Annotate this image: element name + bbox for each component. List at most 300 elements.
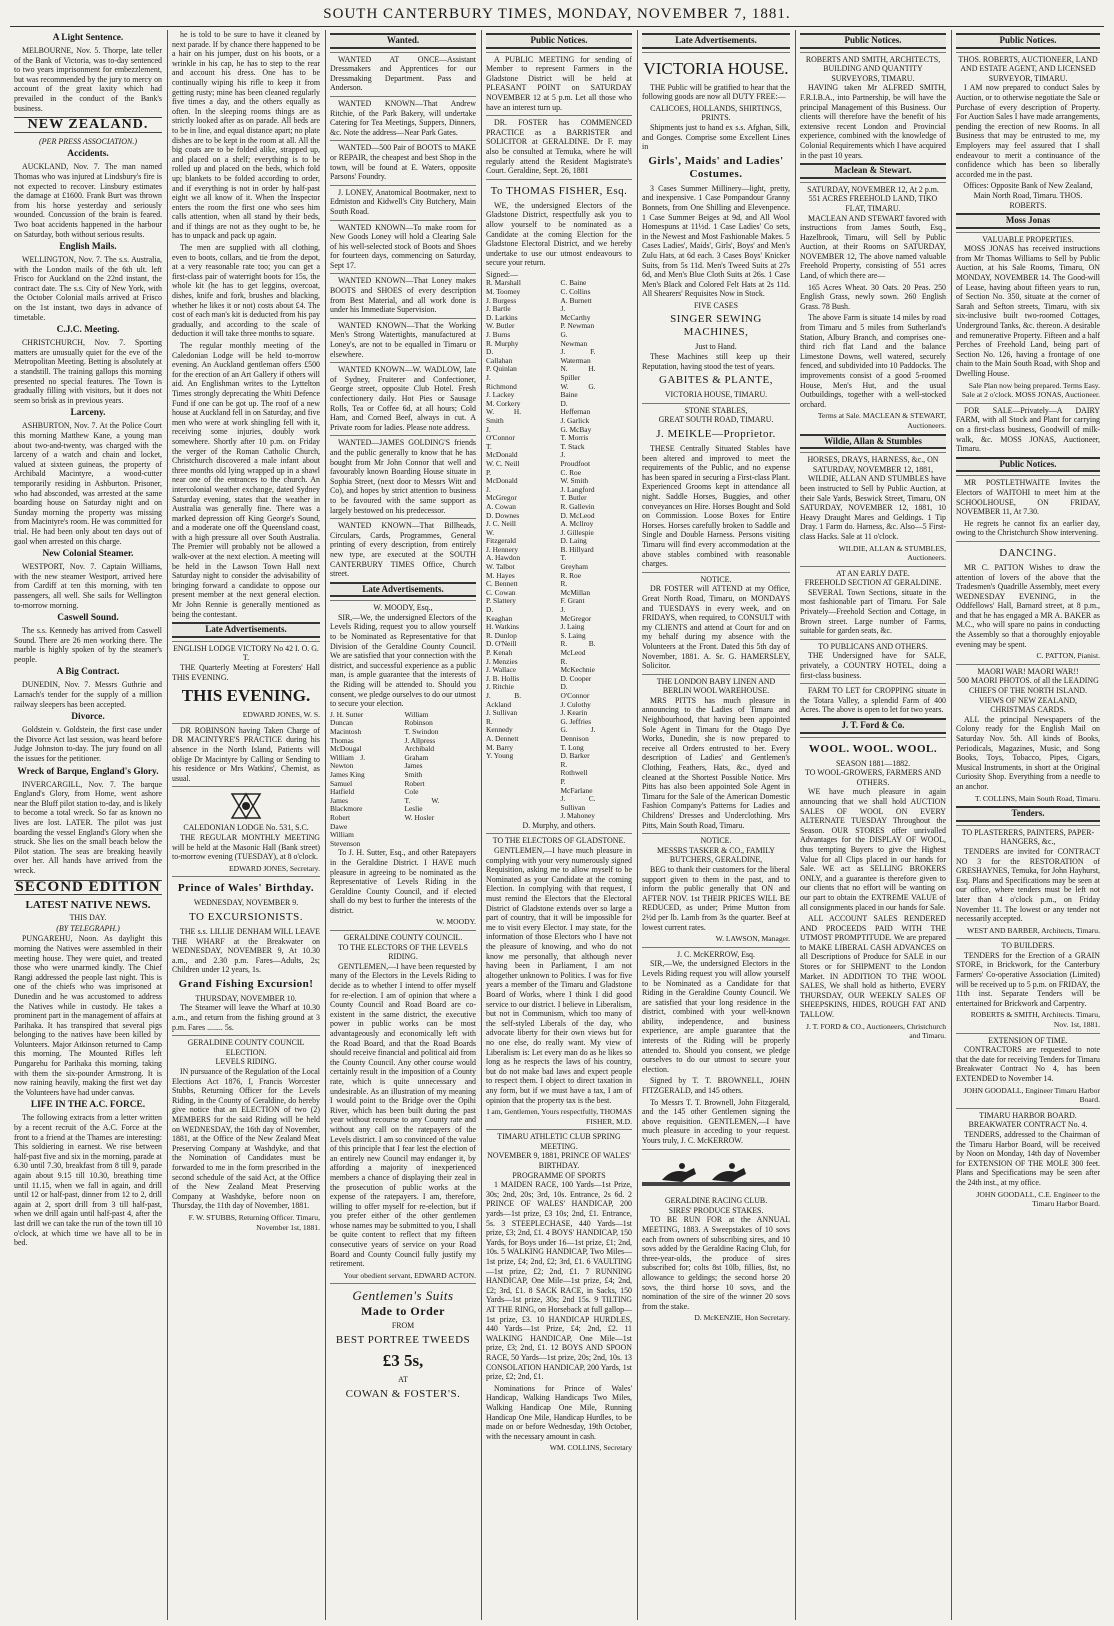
ad-athletic-club [486, 1129, 632, 1453]
article-accidents: AUCKLAND, Nov. 7. The man named Thomas who was injured at Lindsbury's fire is not expected to recover. Linsbury estimates the damage at £1600. Frank Burt was thrown from his horse yesterday and seriously wounded. Concussion of the brain is feared. Two boat accidents happened in the harbour on Saturday, both without serious results. [14, 162, 162, 239]
signatory: T. Long [560, 742, 584, 752]
signatory: J. Mahoney [560, 811, 595, 821]
ad-dancing [956, 541, 1100, 661]
publicans-text: THE Undersigned have for SALE, privately, a COUNTRY HOTEL, doing a first-class business. [800, 651, 946, 680]
collins-text: ALL the principal Newspapers of the Colony ready for the English Mail on Saturday Nov. 5th. All kinds of Books, Periodicals, Magazines, Music, and Song Books, Toys, Tobacco, Pipes, Cigars, Musical Instruments, in short at the Original Curiosity Shop. Everything from a needle to an anchor. [956, 714, 1100, 791]
gabites-plante: GABITES & PLANTE, [659, 374, 773, 387]
signatory: G. J. Dennison [560, 725, 596, 743]
tasker-title: MESSRS TASKER & CO., FAMILY BUTCHERS, GERALDINE, [657, 845, 775, 865]
signatory: D. Keaghan [486, 605, 513, 623]
section-new-zealand: NEW ZEALAND. [14, 117, 162, 133]
signatory: W. G. Baine [560, 381, 596, 400]
signatory: William J. Newton [330, 752, 366, 771]
lodge-text: THE Quarterly Meeting at Foresters' Hall THIS EVENING. [172, 663, 320, 682]
signatory: W. Fitzgerald [486, 527, 516, 546]
signatory: A. Cowan [486, 501, 516, 511]
excursionists: TO EXCURSIONISTS. [188, 910, 304, 923]
article-english-mails: WELLINGTON, Nov. 7. The s.s. Australia, with the London mails of the 6th ult. left Frisco for Auckland on the 22nd instant, the contract date. The s.s. City of New York, with the October Colonial mails arrived at Frisco on the 1st instant, two days in advance of timetable. [14, 255, 162, 322]
ad-wildie-allan [800, 452, 946, 563]
programme-title: PROGRAMME OF SPORTS [512, 1170, 606, 1180]
signatory: J. Allpress [404, 735, 436, 745]
signatories-tail: D. Murphy, and others. [522, 820, 596, 830]
duty-free-goods: CALICOES, HOLLANDS, SHIRTINGS, PRINTS. [650, 103, 782, 123]
signatory: W. Butler [486, 321, 515, 331]
builders-text: TENDERS for the Erection of a GRAIN STORE, in Brickwork, for the Canterbury Farmers' Co-operative Association (Limited) will be received up to 5 p.m. on FRIDAY, the 11th inst. Separate Tenders will be entertained for Brickwork and Carpentry. [956, 950, 1100, 1008]
headline-steamer: New Colonial Steamer. [42, 549, 134, 560]
signatory: J. Culothy [560, 699, 591, 709]
gcc-signature: F. W. STUBBS, Returning Officer. Timaru, November 1st, 1881. [188, 1212, 320, 1232]
mckerrow-reply: To Messrs T. T. Brownell, John Fitzgerald, and the 145 other Gentlemen signing the above requisition. GENTLEMEN,—I have much pleasure in acceding to your request. Yours truly, J. C. McKERROW. [642, 1097, 790, 1145]
from-label: FROM [391, 1321, 415, 1331]
jonas-signature: Sale Plan now being prepared. Terms Easy. Sale at 2 o'clock. MOSS JONAS, Auctioneer. [961, 380, 1100, 400]
maclean-date: SATURDAY, NOVEMBER 12, At 2 p.m. [807, 184, 939, 194]
signatory: D. Cooper [560, 673, 592, 683]
builders-title: TO BUILDERS. [1001, 941, 1055, 951]
signatory: M. Hayes [486, 570, 515, 580]
signatory: N. H. Spiller [560, 364, 596, 382]
signatory: J. Burns [486, 330, 511, 340]
electors-gladstone: TO THE ELECTORS OF GLADSTONE. [492, 836, 626, 846]
headline-wreck: Wreck of Barque, England's Glory. [17, 766, 159, 777]
extension-title: EXTENSION OF TIME. [988, 1035, 1068, 1045]
signatory: J. McGregor [486, 484, 517, 503]
made-to-order: Made to Order [361, 1304, 445, 1319]
signatory: D. Heffernan [560, 398, 591, 417]
signatory: J. Gillespie [560, 527, 594, 537]
signatory: R. B. McLeod [560, 639, 596, 657]
signatory: P. McFarlane [560, 776, 593, 795]
signatory: Robert Dawe [330, 812, 351, 831]
banner-public-notices: Public Notices. [956, 33, 1100, 49]
victoria-house-text: THE Public will be gratified to hear that the following goods are now all DUTY FREE:— [642, 82, 790, 102]
ad-english-lodge [172, 641, 320, 720]
this-day: THIS DAY. [69, 913, 107, 923]
banner-maclean: Maclean & Stewart. [800, 163, 946, 179]
signatory: R. McMillan [560, 579, 591, 597]
signatory: G. Newman [560, 330, 588, 348]
birthday-date: WEDNESDAY, NOVEMBER 9. [193, 898, 299, 908]
article-native-news: PUNGAREHU, Noon. As daylight this morning the Natives were assembled in their meeting house. They were quiet, and treated those who were unarmed kindly. The Chief Rangi addressed the people last night. This is one of the chiefs who was imprisoned at Dunedin and he was accustomed to address the Natives while in custody. He takes a prominent part in the management of affairs at Parihaka. It has transpired that several pigs belonging to the natives have been killed by Volunteers. Major Atkinson returned to Camp this morning. The Mounted Rifles left Pungarehu for Parihaka this morning, taking with them the six-pounder Armstrong. It is now raining heavily, making the first wet day the Volunteers have had under canvas. [14, 934, 162, 1097]
banner-late-ads: Late Advertisements. [330, 582, 476, 598]
signatory: P. McDonald [486, 467, 518, 486]
acton-signature: Your obedient servant, EDWARD ACTON. [343, 1270, 476, 1280]
by-telegraph: (BY TELEGRAPH.) [56, 923, 120, 933]
singer-title: SINGER SEWING MACHINES, [670, 313, 762, 339]
signatory: M. Toomey [486, 287, 521, 297]
article-ac-force-cont: he is told to be sure to have it cleaned by next parade. If by chance there happened to be a hair on his jumper, dust on his boots, or a wrinkle in his cap, he has to step to the rear and account his dress. One has to be continually wiping his rifle to keep it from getting rusty; mine has been cleaned regularly five times a day, and the others equally as often. In the sleeping rooms things are as strictly looked after as on parade. All beds are to be in line, and equal distance apart; no plate dishes are to be kept in the room at all. All the big coats are to be folded alike, strapped up, and placed on a shelf; everything is to be rolled up and placed on the beds, which fold up; blankets to be folded according to order, and if everything is not in order by half-past eight we all know of it. When the Inspector enters the room the first one who sees him calls attention, when all stand by their beds, and if things are not as they ought to be, he has to unpack and pack up again. [172, 30, 320, 241]
fishing-text: The Steamer will leave the Wharf at 10.30 a.m., and return from the fishing ground at 3 p.m. Fares ........ 5s. [172, 1003, 320, 1032]
article-ac-force: The following extracts from a letter written by a recent recruit of the A.C. Force at the front to a friend at the Thames are interesting: This soldiering in earnest. We rise between half-past five and six in the morning, parade at 6.30 until 7.30, breakfast from 8 till 9, parade again about 9.15 till 10.30, breathing time until 11.15, when we fall in again, and drill until 12 or half-past, dinner from 12 to 2, drill again at 2, sport drill from 3 till half-past, when we drill again until half-past 4, after the last drill we can take the run of the town till 10 o'clock, at which time we have all to be in bed. [14, 1113, 162, 1248]
signatory: R. McKechnie [560, 656, 595, 675]
signatory: G. Jeffries [560, 716, 592, 726]
fisher-heading: To THOMAS FISHER, Esq. [490, 184, 628, 197]
headline-divorce: Divorce. [71, 712, 105, 723]
signatory: William Stevenson [330, 830, 361, 848]
ad-extension [956, 1033, 1100, 1105]
signatory: D. O'Connor [560, 682, 590, 700]
ad-excursion [172, 876, 320, 1032]
wanted-ad: WANTED KNOWN—That Billheads, Circulars, Cards, Programmes, General printing of every description, from entirely new type, are executed at the SOUTH CANTERBURY TIMES Office, Church street. [330, 518, 476, 579]
press-association: (PER PRESS ASSOCIATION.) [39, 136, 137, 146]
signatory: J. McGregor [560, 605, 592, 623]
early-date: AT AN EARLY DATE. [836, 568, 910, 578]
tasker-signature: W. LAWSON, Manager. [715, 934, 790, 944]
ad-acton [330, 930, 476, 1280]
suits-title: Gentlemen's Suits [352, 1288, 454, 1304]
lillie-denham-text: THE s.s. LILLIE DENHAM WILL LEAVE THE WHARF at the Breakwater on WEDNESDAY, NOVEMBER 9, At 10.30 a.m., and 2.30 p.m. Fares—Adults, 2s; Children under 12 years, 1s. [172, 926, 320, 975]
signatory: R. Rothwell [560, 759, 588, 778]
ad-cowan-foster [330, 1283, 476, 1400]
article-ac-force-kit: The men are supplied with all clothing, even to boots, collars, and tie from the depot, at a very reasonable rate too; you can get a first-class pair of waterright boots for 15s, the whole kit (he has to get leggins, overcoat, dishes, knife and fork, brushes and blacking, whether he likes it or not) costs about £4. The cost of each man's kit is deducted from his pay gradually, and according to the scale of deduction it will take three months to square. [172, 243, 320, 339]
public-meeting: A PUBLIC MEETING for sending of Member to represent Farmers in the Gladstone District will be held at PLEASANT POINT on SATURDAY NOVEMBER 12 at 5 p.m. Let all those who have an interest turn up. [486, 52, 632, 113]
headline-contract: A Big Contract. [56, 667, 120, 678]
article-larceny: ASHBURTON, Nov. 7. At the Police Court this morning Matthew Kane, a young man about two-and-twenty, was charged with the larceny of a watch and chain and locket, valued at sixteen guineas, the property of Archibald Macintyre, a wood-cutter temporarily residing in Ashburton. Prisoner, who had absconded, was arrested at the same boarding house on Saturday night and on Sunday morning the property was missing from Macintyre's room. He was committed for trial. He had been only about ten days out of gaol when arrested on this charge. [14, 421, 162, 546]
signatory: William Robinson [404, 709, 433, 728]
signatory: P. Slattery [486, 596, 516, 606]
ad-mckerrow [642, 947, 790, 1146]
dancing-title: DANCING. [999, 546, 1057, 559]
gabites-address: VICTORIA HOUSE, TIMARU. [664, 390, 768, 400]
signatory: J. H. Sutter [330, 709, 364, 719]
signatory: J. Hennery [486, 544, 519, 554]
signatory: J. McCarthy [560, 304, 591, 322]
signatory: J. Laing [560, 622, 585, 632]
plasterers-signature: WEST AND BARBER, Architects, Timaru. [967, 925, 1100, 935]
article-cjc-meeting: CHRISTCHURCH, Nov. 7. Sporting matters are unusually quiet for the eve of the Metropolitan Meeting. Betting is absolutely at a standstill. The training gallops this morning presented no special features. The Town is gradually filling with visitors, but it does not seem so brisk as in previous years. [14, 338, 162, 405]
robinson-text: DR ROBINSON having Taken Charge of DR MACINTYRE'S PRACTICE during his absence in the North Island, Patients will oblige Dr Macintyre by Calling or Sending to his residence or Mrs Watkins', Chemist, as usual. [172, 725, 320, 783]
ad-caledonian [172, 786, 320, 873]
moody-text: SIR,—We, the undersigned Electors of the Levels Riding, request you to allow yourself to be Nominated as Representative for that Division of the Geraldine County Council. We are satisfied that your connection with the district, and successful experience as a public man, is ample guarantee that the interests of the Riding will be attended to. Should you consent, we pledge ourselves to do our utmost to secure your election. [330, 612, 476, 709]
signatory: Thomas McDougal [330, 735, 362, 754]
signed-label: Signed:— [486, 269, 519, 279]
masonic-emblem-icon [216, 791, 276, 821]
singer-text: These Machines still keep up their Reputation, having stood the test of years. [642, 352, 790, 371]
signatory: C. Cowan [486, 587, 516, 597]
signatory: Samuel Hatfield [330, 778, 355, 797]
article-contract: DUNEDIN, Nov. 7. Messrs Guthrie and Larnach's tender for the supply of a million railway sleepers has been accepted. [14, 680, 162, 709]
goods-list: 3 Cases Summer Millinery—light, pretty, and inexpensive. 1 Case Pompandour Granny Bonnets, from One Shilling and Elevenpence. 1 Case Summer Beiges at 9d, and All Wool Homespuns at 11½d. 1 Case Ladies' Co sets, in the Newest and Most Fashionable Makes. 5 Cases Ladies', Maids', Girls', Boys' and Men's Zulu Hats, at 6d each. 3 Cases Boys' Knicker Suits, from 5s 11d. Men's Tweed Suits at 27s 6d, and Men's Blue Cloth Suits at 26s. 1 Case Men's Black and Colored Felt Hats at 2s 11d. All Shearers' Requisites Now in Stock. [642, 183, 790, 299]
ad-postlethwaite [956, 475, 1100, 538]
ad-maclean-stewart [800, 182, 946, 431]
signatory: R. Dunlop [486, 630, 517, 640]
publicans-title: TO PUBLICANS AND OTHERS. [818, 641, 928, 651]
article-caswell: The s.s. Kennedy has arrived from Caswell Sound. There are 26 men working there. The marble is highly spoken of by the steamer's people. [14, 626, 162, 664]
signatory: G. McBay [560, 424, 592, 434]
ad-fisher-reply [486, 833, 632, 1126]
article-wreck: INVERCARGILL, Nov. 7. The barque England's Glory, from Home, went ashore near the Bluff pilot station to-day, and is likely to become a total wreck. So far as known no lives are lost. LATER. The pilot was just boarding the vessel England's Glory when she struck. She lies on the small beach below the Pilot station. The seas are breaking heavily over her. All hands have arrived from the wreck. [14, 779, 162, 875]
ad-tasker [642, 833, 790, 944]
banner-ford: J. T. Ford & Co. [800, 718, 946, 734]
thos-roberts-text: I AM now prepared to conduct Sales by Auction, or to otherwise negotiate the Sale or Purchase of every description of Property. For Auction Sales I have made arrangements, pending the erection of new Rooms. In all Business that may be entrusted to me, my Employers may feel assured that I shall endeavour to merit a continuance of the confidence which has been so liberally accorded me in the past. [956, 83, 1100, 179]
suit-price: £3 5s, [382, 1351, 424, 1371]
maclean-title: 551 ACRES FREEHOLD LAND, TIKO FLAT, TIMARU. [808, 194, 938, 213]
fisher-reply: GENTLEMEN,—I have much pleasure in complying with your very numerously signed Requisition, asking me to allow myself to be Nominated as your Candidate at the coming Election. In complying with that request, I must remind the Electors that the Electoral District of Gladstone extends over so large a part of country, that it will be impossible for me to visit every Elector. I may state, for the information of those Electors who I have not the pleasure of knowing, and who do not know me personally, that although never having been in Parliament, I am not altogether unknown to Politics. I was for five years a member of the Timaru and Gladstone Board of Works, where I think I did good service to our district. I believe in Liberalism, but not in Communism, which too many of the self-styled Liberals of the day, who advocate liberty for their own views but for no one else, do really want. My view of Liberalism is: Let every man do as he likes so long as he respects the laws of his country, but do not make bad laws and expect people to respect them. I object to direct taxation in any form, but if we must have a tax, I am of opinion that the property tax is the best. [486, 846, 632, 1105]
masthead: SOUTH CANTERBURY TIMES, MONDAY, NOVEMBER 7, 1881. [323, 6, 791, 22]
signatory: F. Grant [560, 596, 585, 606]
signatory: M. Barry [486, 742, 514, 752]
banner-moss-jonas: Moss Jonas [956, 213, 1100, 229]
stone-stables: STONE STABLES, [684, 405, 748, 415]
column-1 [10, 30, 166, 1620]
acton-text: GENTLEMEN,—I have been requested by many of the Electors in the Levels Riding to decide as to whether I intend to offer myself for re-election. I am of opinion that where a County Council and Road Board are co-existent in the same district, the executive power in public works can be most advantageously and economically left with the Road Board, and that the Road Boards should receive financial and political aid from the County Council. Any other course would certainly result in the imposition of a County rate, which is quite unnecessary and undesirable. As an illustration of my meaning I would point to the Bridge over the Opihi River, which has been built during the past year without recourse to any County rate and without any call on the ratepayers of the Levels district. I am so convinced of the value of this principle that I fear lest the election of an entirely new Council may endanger it, by affording a majority of inexperienced members a chance of displaying their zeal in the prosecution of public works at the expense of the ratepayers. I am, therefore, willing to offer myself for re-election, but if you prefer either of the other gentlemen whose names may be submitted to you, I shall be quite content to reflect that my fifteen consecutive years of service on your Road Board and County Council fully justify my retirement. [330, 961, 476, 1269]
headline-native-news: LATEST NATIVE NEWS. [25, 899, 151, 912]
wanted-ad: WANTED—JAMES GOLDING'S friends and the public generally to know that he has bought from Mr John Connor that well and favourably known Boarding House situate in Sophia Street, (next door to Messrs Witt and Co), and hopes by strict attention to business to be favoured with the same support as largely bestowed on his predecessor. [330, 435, 476, 515]
column-3 [326, 30, 480, 1620]
fisher-signatories [486, 279, 632, 820]
thos-roberts-title: THOS. ROBERTS, AUCTIONEER, LAND AND ESTATE AGENT, AND LICENSED SURVEYOR, TIMARU. [958, 54, 1098, 83]
acreage-list: 165 Acres Wheat. 30 Oats. 20 Peas. 250 English Grass, newly sown. 260 English Grass. 78 Bush. [800, 282, 946, 311]
headline-larceny: Larceny. [70, 408, 106, 419]
plasterers-title: TO PLASTERERS, PAINTERS, PAPER-HANGERS, &c., [961, 827, 1095, 847]
banner-tenders: Tenders. [956, 806, 1100, 822]
signatory: J. B. Ackland [486, 690, 522, 709]
tasker-text: BEG to thank their customers for the liberal support given to them in the past, and to inform the public generally that ON and AFTER NOV. 1st THEIR PRICES WILL BE REDUCED, as under; Prime Mutton from 2½d per lb. Lamb from 3s the quarter. Beef at lowest current rates. [642, 864, 790, 932]
signatory: D. McLeod [560, 510, 595, 520]
maori-war: MAORI WAR! MAORI WAR!! [977, 666, 1079, 676]
athletic-signature: WM. COLLINS, Secretary [549, 1443, 632, 1453]
breakwater-title: BREAKWATER CONTRACT No. 4. [968, 1120, 1088, 1130]
newspaper-columns [10, 30, 1104, 1620]
birthday-title: Prince of Wales' Birthday. [177, 882, 315, 895]
maclean-terms: Terms at Sale. MACLEAN & STEWART, Auctioneers. [817, 411, 946, 430]
signatories-left [486, 279, 558, 820]
this-evening: THIS EVENING. [181, 686, 311, 706]
signatory: T. Swindon [404, 727, 439, 736]
signatory: J. Wallace [486, 665, 517, 675]
ad-gcc-election [172, 1035, 320, 1232]
article-steamer: WESTPORT, Nov. 7. Captain Williams, with the new steamer Westport, arrived here from Cardiff at ten this morning, with ten passengers, all well. She sails for Wellington to-morrow morning. [14, 562, 162, 610]
freehold-title: FREEHOLD SECTION AT GERALDINE. [804, 578, 942, 588]
banner-late-ads: Late Advertisements. [172, 622, 320, 638]
five-cases: FIVE CASES [693, 300, 739, 310]
wildie-signature: WILDIE, ALLAN & STUMBLES, Auctioneers. [838, 543, 946, 563]
wanted-ad: WANTED KNOWN—That the Working Men's Strong Watertights, manufactured at Loney's, are not to be equalled in Timaru or elsewhere. [330, 318, 476, 359]
athletic-note: Nominations for Prince of Wales' Handicap, Walking Handicaps Two Miles, Walking Handicap One Mile, Running Handicap One Mile, Handicap Hurdles, to be made on or before Wednesday, 19th October, with the necessary amount in cash. [486, 1383, 632, 1441]
signatory: B. Hillyard [560, 544, 594, 554]
extension-signature: JOHN GOODALL, Engineer Timaru Harbor Board. [963, 1085, 1100, 1105]
signatory: J. Burgess [486, 295, 517, 305]
roberts-title: ROBERTS AND SMITH, ARCHITECTS, BUILDING AND QUANTITY SURVEYORS, TIMARU. [805, 54, 941, 83]
ad-dairy-farm: FOR SALE—Privately—A DAIRY FARM, with all Stock and Plant for carrying on a first-class business, Goodwill of milk-walk, &c. MOSS JONAS, Auctioneer, Timaru. [956, 403, 1100, 454]
banner-public-notices: Public Notices. [956, 457, 1100, 473]
caledonian-title: CALEDONIAN LODGE No. 531, S.C. [183, 823, 309, 833]
athletic-date: NOVEMBER 9, 1881, PRINCE OF WALES' BIRTHDAY. [487, 1151, 631, 1171]
signatory: T. Greyham [560, 553, 588, 572]
signatory: D. Barker [560, 751, 590, 761]
moody-signatories [330, 711, 476, 849]
athletic-title: TIMARU ATHLETIC CLUB SPRING MEETING. [497, 1132, 621, 1151]
harbor-title: TIMARU HARBOR BOARD. [979, 1110, 1077, 1120]
mckerrow-text: SIR,—We, the undersigned Electors in the Levels Riding request you will allow yourself to be Nominated as a Candidate for that Riding in the Geraldine County Council. We are satisfied that your long residence in the district, combined with your well-known ability, independence, and business experience, are ample guarantee that the interests of the Riding will be properly attended to. Should you consent, we pledge ourselves to do our utmost to secure your election. [642, 959, 790, 1074]
signatory: H. Watkins [486, 622, 519, 632]
wildie-text: WILDIE, ALLAN AND STUMBLES have been instructed to Sell by Public Auction, at their Sale Yards, Beswick Street, Timaru, ON SATURDAY, NOVEMBER 12, 1881, 10 Heavy Draught Mares and Geldings. 1 Tip Dray. 1 Farm do. Harness, &c. Also—5 First-class Hacks. Sale at 11 o'clock. [800, 474, 946, 541]
patton-signature: C. PATTON, Pianist. [1036, 651, 1100, 661]
signatory: S. Laing [560, 630, 586, 640]
racing-text: TO BE RUN FOR at the ANNUAL MEETING, 1883. A Sweepstakes of 10 sovs each from owners of subscribing sires, and 10 sovs added by the Geraldine Racing Club, for three-year-olds, the produce of sires subscribed for; colts 8st 10lb, fillies, 8st, no allowance to geldings; the second horse 20 sovs, the third horse 10 sovs, and the nomination of the sire of the winner 20 sovs from the stake. [642, 1215, 790, 1311]
gcc-heading: GERALDINE COUNTY COUNCIL. [343, 933, 463, 943]
signatory: W. H. Smith [486, 407, 522, 425]
singer-subtitle: Just to Hand. [695, 342, 737, 352]
roberts-text: HAVING taken Mr ALFRED SMITH, F.R.I.B.A., into Partnership, be will have the principal Management of this Business. Our clients will therefore have the benefit of his extensive recent London and Provincial experience, combined with the knowledge of Colonial Requirements which I have acquired in the past 10 years. [800, 83, 946, 160]
racing-signature: D. McKENZIE, Hon Secretary. [694, 1313, 790, 1323]
ad-plasterers [956, 825, 1100, 936]
postlethwaite-note: He regrets he cannot fix an earlier day, owing to the Christchurch Show intervening. [956, 518, 1100, 538]
headline-cjc-meeting: C.J.C. Meeting. [56, 325, 120, 336]
signatory: J. B. Hollis [486, 673, 520, 683]
signatory: T. Butler [560, 493, 587, 503]
fishing-date: THURSDAY, NOVEMBER 10. [195, 993, 297, 1003]
shipment-text: Shipments just to hand ex s.s. Afghan, Silk, and Gonges. Comprise some Excellent Lines in [642, 122, 790, 152]
signatory: A. Hawdon [486, 553, 521, 563]
stakes-title: SIRES' PRODUCE STAKES. [668, 1205, 764, 1215]
signatory: R. Murphy [486, 338, 519, 348]
signatory: P. Newman [560, 321, 595, 331]
ad-victoria-house [642, 52, 790, 400]
banner-late-ads: Late Advertisements. [642, 33, 790, 49]
signatory: J. Kearin [560, 708, 588, 718]
london-warehouse: THE LONDON BABY LINEN AND BERLIN WOOL WAREHOUSE. [656, 676, 776, 696]
ford-text: WE have much pleasure in again announcing that we shall hold AUCTION SALES OF WOOL ON EVERY ALTERNATE TUESDAY Throughout the Season. OUR STORES offer unrivalled Advantages for the DISPLAY OF WOOL, thus tempting Buyers to give the Highest Value for all Clips placed in our hands for Sale. WE act as SELLING BROKERS ONLY, and a guarantee is therefore given to our clients that no effort will be wanting on our part to obtain the EXTREME VALUE of all consignments placed in our hands for Sale. [800, 787, 946, 912]
signatory: W. Talbot [486, 562, 515, 572]
notice-heading: NOTICE. [700, 574, 732, 584]
maclean-more: The above Farm is situate 14 miles by road from Timaru and 5 miles from Sutherland's Station, Albury Branch, and comprises one-third rich flat Land and the balance Limestone Downs, well watered, securely fenced, and subdivided into 10 Paddocks. The improvements consist of a good 5-roomed House, Men's Hut, and the usual Outbuildings, together with a well-stocked orchard. [800, 313, 946, 409]
ad-publicans [800, 639, 946, 680]
second-edition: SECOND EDITION [15, 878, 161, 895]
levels-riding: LEVELS RIDING. [215, 1057, 277, 1067]
signatory: T. Morris [560, 433, 589, 443]
signatory: T. McDonald [486, 441, 518, 460]
ad-farm: FARM TO LET for CROPPING situate in the Totara Valley, a splendid Farm of 400 Acres. The above is open to let for two years. [800, 683, 946, 715]
signatory: C. Bennett [486, 579, 518, 589]
signatory: A. Mcllroy [560, 519, 594, 529]
signatory: J. Menzies [486, 656, 518, 666]
electors-levels: TO THE ELECTORS OF THE LEVELS RIDING. [338, 942, 468, 962]
pitts-text: MRS PITTS has much pleasure in announcing to the Ladies of Timaru and Neighbourhood, that having been appointed Sole Agent in Timaru for the Otago Dye Works, Dunedin, she is now prepared to receive all Orders entrusted to her. Every description of Ladies' and Gentlemen's Clothing, Feathers, Hats, &c., dyed and cleaned at the Shortest Possible Notice. Mrs Pitts has also been appointed Sole Agent in Timaru for the Sale of the American Domestic Fashion Company's Patterns for Ladies and Childrens' Dresses and Underclothing. Mrs Pitts, Main South Road, Timaru. [642, 695, 790, 830]
signatory: D. Larkins [486, 312, 518, 322]
patton-text: MR C. PATTON Wishes to draw the attention of lovers of the above that the Tradesmen's Quadrille Assembly, meet every WEDNESDAY EVENING, in the Oddfellows' Hall, Barnard street, at 8 p.m., and that he has engaged a MR A. BAKER as M.C., who will spare no pains in conducting the Assembly so that a thoroughly enjoyable evening may be spent. [956, 562, 1100, 649]
ad-harbor-board [956, 1108, 1100, 1209]
notice-heading: NOTICE. [700, 836, 732, 846]
signatory: P. Kenah [486, 648, 513, 657]
signatory: Y. Young [486, 751, 514, 761]
signatory: J. Garlick [560, 415, 590, 425]
signatory: D. Downes [486, 510, 520, 520]
caledonian-signature: EDWARD JONES, Secretary. [228, 863, 320, 873]
signatory: P. Quinlan [486, 364, 517, 374]
ad-notice-foster [642, 572, 790, 671]
column-5 [638, 30, 794, 1620]
ford-signature: J. T. FORD & CO., Auctioneers, Christchurch and Timaru. [806, 1021, 946, 1041]
signatory: Archibald Graham [404, 744, 435, 762]
maclean-text: MACLEAN AND STEWART favored with instructions from James South, Esq., Hazelbrook, Timaru, will Sell by Public Auction, at their Rooms on SATURDAY, NOVEMBER 12, The above named valuable Freehold Property, consisting of 551 acres Land, of which there are— [800, 213, 946, 281]
signatory: C. Roe [560, 467, 581, 477]
signatory: A. Burnett [560, 295, 592, 305]
ad-freehold [800, 566, 946, 636]
harbor-signature: JOHN GOODALL, C.E. Engineer to the Timaru Harbor Board. [976, 1189, 1100, 1209]
signatory: James Blackmore [330, 795, 363, 814]
meikle-proprietor: J. MEIKLE—Proprietor. [656, 428, 776, 441]
signatory: J. Proudfoot [560, 450, 591, 468]
wool-title: WOOL. WOOL. WOOL. [808, 742, 938, 755]
article-light-sentence: MELBOURNE, Nov. 5. Thorpe, late teller of the Bank of Victoria, was to-day sentenced to two years imprisonment for embezzlement, but was recommended by the jury to mercy on account of the great laxity which had prevailed in the conduct of the Bank's business. [14, 46, 162, 113]
article-local-news: The regular monthly meeting of the Caledonian Lodge will be held to-morrow evening. An Auckland gentleman offers £500 for the erection of an Art Gallery if others will aid. An Englishman writes to the Lyttelton Times strongly deprecating the Whiti Defence Fund if one can be got up. The roof of a new house at Auckland fell in on Saturday, and five men who were at work shingling fell with it, receiving some injuries, doubly work somewhere. Shortly after 10 p.m. on Friday the verger of the Roman Catholic Church, Christchurch discovered a male infant about three months old lying wrapped up in a shawl near one of the entrances to the church. An intercolonial weather exchange, dated Sydney Saturday evening, states that the weather in Australia was generally fine. There was a marked depression off King George's Sound, and a moderate one off the Queensland coast, with a high pressure all over South Australia. The Premier will probably not be allowed a walk-over at the next election. A meeting will be held in the Lawson Town Hall next Saturday night to consider the advisability of bringing forward a candidate to oppose our present member at the next general election. Mr John Rennie is generally mentioned as being the contestant. [172, 341, 320, 619]
season: SEASON 1881—1882. [835, 758, 911, 768]
signatory: J. Langford [560, 484, 595, 494]
banner-public-notices: Public Notices. [486, 33, 632, 49]
column-4 [482, 30, 636, 1620]
signatory: J. F. Waterman [560, 347, 596, 365]
column-6 [796, 30, 950, 1620]
jonas-text: MOSS JONAS has received instructions from Mr Thomas Williams to Sell by Public Auction, at his Sale Rooms, Timaru, ON MONDAY, NOVEMBER 14. The Good-will of Lease, having about fifteen years to run, of Section No. 350, situate at the corner of Sarah and Sefton streets, Timaru, with six six-inclusive built two-roomed Cottages, Underground Tanks, &c. thereon. A desirable and remunerative Property. Fifteen and a half Perches of Freehold Land, being part of Section No. 126, having a frontage of one chain to the Main South Road, with Shop and Dwelling House. [956, 244, 1100, 378]
tweeds: BEST PORTREE TWEEDS [335, 1334, 471, 1347]
ad-roberts-smith [800, 52, 946, 161]
signatory: J. Lackey [486, 390, 515, 400]
ad-london-baby-linen [642, 674, 790, 831]
postlethwaite-text: MR POSTLETHWAITE Invites the Electors of WAITOHI to meet him at the SCHOOLHOUSE, ON FRIDAY, NOVEMBER 11, At 7.30. [956, 478, 1100, 517]
signatory: C. Collins [560, 287, 591, 297]
signatory: D. Laing [560, 536, 587, 546]
ad-moss-jonas [956, 232, 1100, 400]
wanted-ad: WANTED KNOWN—W. WADLOW, late of Sydney, Fruiterer and Confectioner, George street, opposite Club Hotel. Fresh confectionery daily. Hot Pies or Sausage Rolls, Tea or Coffee 6d, at all hours; Cold Ham, and Corned Beef, always in cut. A Private room for ladies. Please note address. [330, 362, 476, 432]
wildie-title: HORSES, DRAYS, HARNESS, &c., ON SATURDAY, NOVEMBER 12, 1881, [807, 455, 939, 474]
signatory: Robert Cole [404, 778, 425, 797]
ford-more: ALL ACCOUNT SALES RENDERED AND PROCEEDS PAID WITH THE UTMOST PROMPTITUDE. We are prepared to MAKE LIBERAL CASH ADVANCES on all Descriptions of Produce for SALE in our Stores or for SHIPMENT to the London Market. IN ADDITION TO THE WOOL SALES, We shall hold as hitherto, EVERY THURSDAY, OUR WEEKLY SALES OF SHEEPSKINS, HIDES, ROUGH FAT AND TALLOW. [800, 914, 946, 1020]
gcc-title: GERALDINE COUNTY COUNCIL ELECTION. [187, 1038, 305, 1057]
signatory: J. C. Neill [486, 519, 516, 529]
freehold-text: SEVERAL Town Sections, situate in the most fashionable part of Timaru. For Sale Privately—Freehold Section and Cottage, in Brown street. Large number of Farms, suitable for garden seats, &c. [800, 587, 946, 636]
wanted-ad: WANTED KNOWN—That Loney makes BOOTS and SHOES of every description from Best Material, and all work done is under his Immediate Supervision. [330, 273, 476, 314]
wanted-ad: WANTED KNOWN—That Andrew Ritchie, of the Park Bakery, will undertake Catering for Tea Meetings, Suppers, Dinners, &c. Note the address—Near Park Gates. [330, 96, 476, 137]
meikle-text: THESE Centrally Situated Stables have been altered and improved to meet the requirements of the Public, and no expense has been spared in securing a First-class Plant. Experienced Grooms kept in attendance all night. Saddle Horses, Buggies, and other conveyances on Hire. Horses Bought and Sold on Commission. Loose Boxes for Entire Horses. Horses carefully broken to Saddle and Single and Double Harness. Persons visiting Timaru will find every accommodation at the above stables combined with reasonable charges. [642, 444, 790, 569]
at-label: AT [398, 1375, 408, 1385]
extension-text: CONTRACTORS are requested to note that the date for receiving Tenders for Timaru Breakwater Contract No 4, has been EXTENDED to November 14. [956, 1045, 1100, 1083]
column-2 [168, 30, 324, 1620]
signatory: M. Corkery [486, 398, 521, 408]
headline-english-mails: English Mails. [59, 242, 117, 253]
signatory: J. O'Connor [486, 424, 515, 443]
ad-moody-requisition [330, 600, 476, 927]
signatory: W. Hosler [404, 812, 435, 822]
headline-light-sentence: A Light Sentence. [52, 33, 124, 43]
signatory: D. Callahan [486, 347, 513, 365]
racing-title: GERALDINE RACING CLUB. [664, 1196, 768, 1206]
signatory: R. Roe [560, 570, 581, 580]
signatory: Duncan Macintosh [330, 718, 362, 736]
wool-growers: TO WOOL-GROWERS, FARMERS AND OTHERS. [805, 768, 941, 787]
foster-notice: DR FOSTER will ATTEND at my Office, Great North Road, Timaru, on MONDAYS and TUESDAYS in every week, and on FRIDAYS, when required, to CONSULT with my CLIENTS and attend at Court for and on my behalf during my absence with the Volunteers at the Front. Dated this 5th day of November, 1881. A. Sr. G. HAMERSLEY, Solicitor. [642, 584, 790, 671]
moody-heading: W. MOODY, Esq., [373, 603, 433, 613]
signatories-right [560, 279, 632, 820]
costumes-title: Girls', Maids' and Ladies' Costumes. [648, 154, 784, 180]
headline-accidents: Accidents. [67, 149, 109, 160]
ad-maori-photos [956, 664, 1100, 803]
thos-roberts-office: Offices: Opposite Bank of New Zealand, Main North Road, Timaru. THOS. ROBERTS. [963, 181, 1093, 210]
ad-thos-roberts [956, 52, 1100, 211]
signatory: T. W. Leslie [404, 795, 440, 814]
signatory: J. Richmond [486, 373, 517, 391]
signatory: James King [330, 769, 365, 779]
wanted-ad: J. LONEY, Anatomical Bootmaker, next to Edmiston and Kidwell's City Butchery, Main South Road. [330, 185, 476, 217]
signatory: D. O'Neill [486, 639, 517, 649]
wanted-ad: WANTED—500 Pair of BOOTS to MAKE or REPAIR, the cheapest and best Shop in the town, will be found at E. Waters, opposite Parsons' Foundry. [330, 140, 476, 181]
headline-caswell: Caswell Sound. [57, 613, 119, 624]
caledonian-text: THE REGULAR MONTHLY MEETING will be held at the Masonic Hall (Bank street) to-morrow evening (TUESDAY), at 8 o'clock. [172, 832, 320, 862]
gcc-text: IN pursuance of the Regulation of the Local Elections Act 1876, I, Francis Worcester Stubbs, Returning Officer for the Levels Riding, in the County of Geraldine, do hereby give notice that an ELECTION of two (2) MEMBERS for the said Riding will be held on WEDNESDAY, the 16th day of November, 1881, at the Office of the New Zealand Meat Preserving Company at Washdyke, and that the Nomination of Candidates must be forwarded to me in the form prescribed in the second schedule of the said Act, at the Office of the New Zealand Meat Preserving Company at Washdyke, before noon on Thursday, the 11th day of November, 1881. [172, 1067, 320, 1211]
moody-reply: To J. H. Sutter, Esq., and other Ratepayers in the Geraldine District. I HAVE much pleasure in agreeing to be nominated as the Representative of Levels Riding in the Geraldine County Council, and if elected shall do my best to further the interests of the district. [330, 848, 476, 915]
horse-race-illustration [642, 1156, 790, 1190]
ad-racing-club [642, 1149, 790, 1323]
signatory: T. Stack [560, 441, 585, 451]
